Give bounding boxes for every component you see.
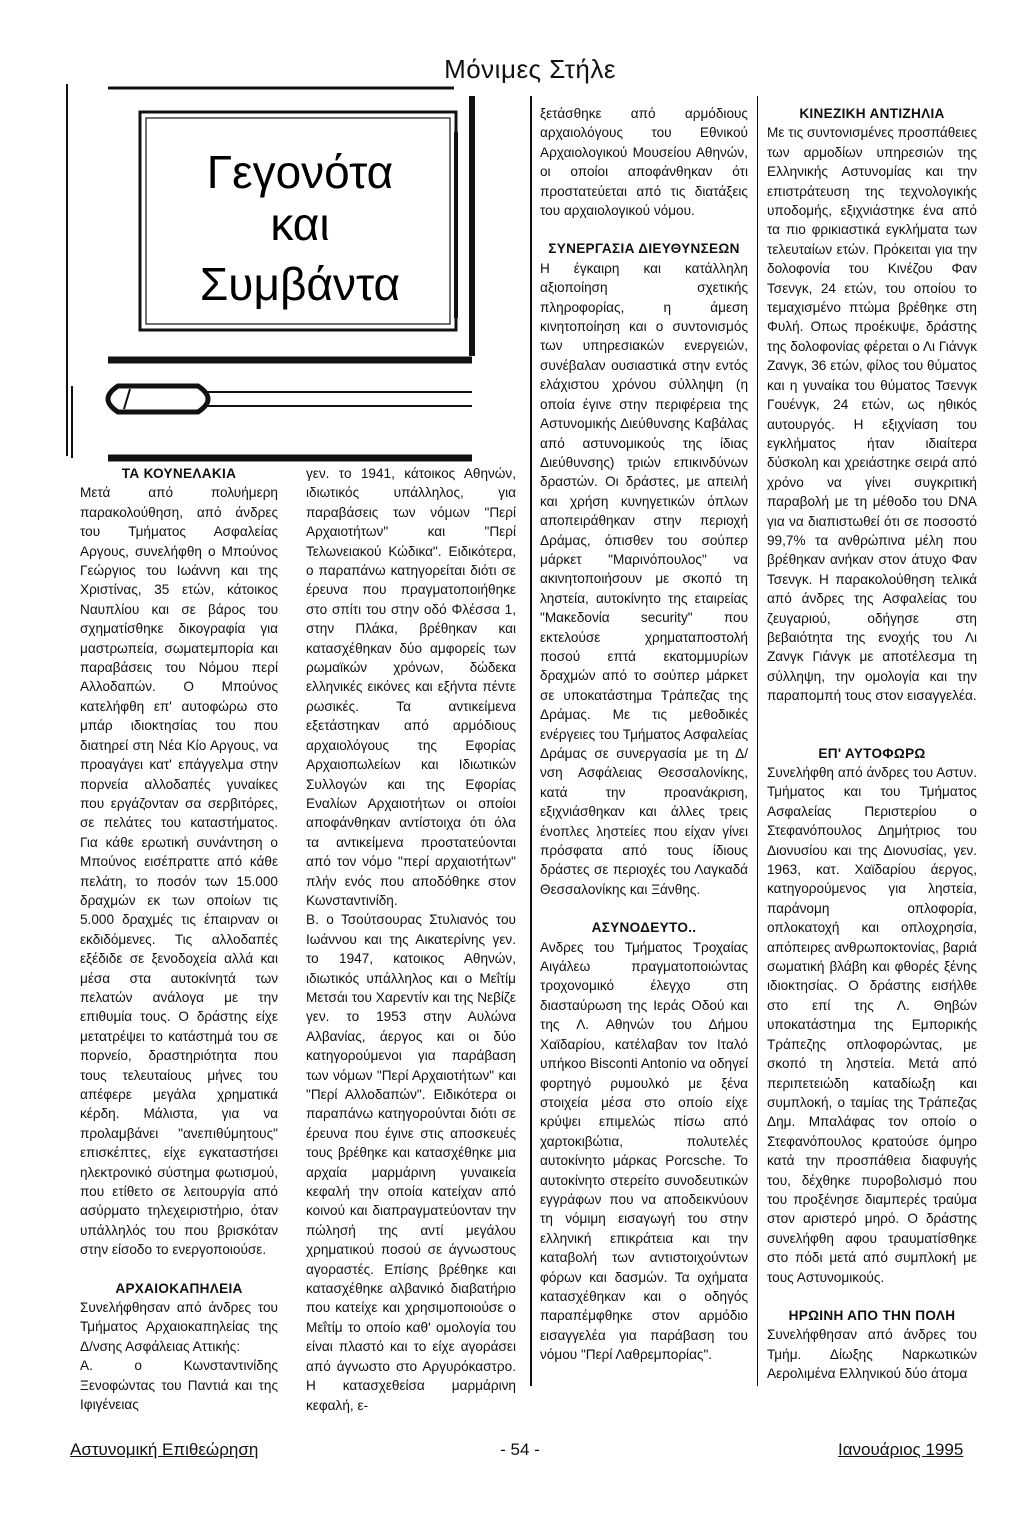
footer-page-number: - 54 -	[500, 1440, 540, 1459]
column-3	[540, 104, 748, 1365]
spacer	[540, 220, 748, 239]
article-paragraph: ξετάσθηκε από αρμόδιους αρχαιολόγους του Εθνικού Αρχαιολογικού Μουσείου Αθηνών, οι οποίοι αποφάνθηκαν ότι προστατεύεται από τις διατάξεις του αρχαιολογικού νόμου.	[540, 106, 748, 219]
column-divider-2	[757, 96, 758, 1386]
footer-publication: Αστυνομική Επιθεώρηση	[70, 1440, 259, 1459]
section-heading: ΗΡΩΙΝΗ ΑΠΟ ΤΗΝ ΠΟΛΗ	[788, 1307, 956, 1323]
section-logo	[68, 86, 478, 464]
spacer	[540, 899, 748, 918]
section-heading: ΚΙΝΕΖΙΚΗ ΑΝΤΙΖΗΛΙΑ	[799, 106, 945, 121]
section-heading: ΤΑ ΚΟΥΝΕΛΑΚΙΑ	[121, 466, 237, 481]
article-paragraph: Β. ο Τσούτσουρας Στυλιανός του Ιωάννου και της Αικατερίνης γεν. το 1947, κατοικος Αθηνών, ιδιωτικός υπάλληλος και ο Μεΐτίμ Μετσάι του Χαρεντίν και της Νεβίζε γεν. το 1953 στην Αυλώνα Αλβανίας, άεργος και οι δύο κατηγορούμενοι για παράβαση των νόμων "Περί Αρχαιοτήτων" και "Περί Αλλοδαπών". Ειδικότερα οι παραπάνω κατηγορούνται διότι σε έρευνα που έγινε στις αποσκευές τους βρέθηκε και κατασχέθηκε μια αρχαία μαρμάρινη γυναικεία κεφαλή την οποία κατείχαν από κοινού και διαπραγματεύονταν την πώλησή της αντί μεγάλου χρηματικού ποσού σε άγνωστους αγοραστές. Επίσης βρέθηκε και κατασχέθηκε αλβανικό διαβατήριο που κατείχε και χρησιμοποιούσε ο Μεΐτίμ το οποίο καθ' ομολογία του είναι πλαστό και το είχε αγοράσει από άγνωστο στο Αργυρόκαστρο. Η κατασχεθείσα μαρμάρινη κεφαλή, ε-	[306, 912, 516, 1413]
section-heading: ΕΠ' ΑΥΤΟΦΩΡΩ	[818, 745, 926, 761]
column-divider-1	[530, 96, 532, 1386]
article-paragraph: Μετά από πολυήμερη παρακολούθηση, από άνδρες του Τμήματος Ασφαλείας Αργους, συνελήφθη ο Μπούνος Γεώργιος του Ιωάννη και της Χριστίνας, 35 ετών, κάτοικος Ναυπλίου και σε βάρος του σχηματίσθηκε δικογραφία για μαστρωπεία, σωματεμπορία και παραβάσεις του Νόμου περί Αλλοδαπών. Ο Μπούνος κατελήφθη επ' αυτοφώρω στο μπάρ ιδιοκτησίας του που διατηρεί στη Νέα Κίο Αργους, να προαγάγει κατ' επάγγελμα στην πορνεία αλλοδαπές γυναίκες που εργάζονταν σα σερβιτόρες, σε πελάτες του καταστήματος. Για κάθε ερωτική συνάντηση ο Μπούνος εισέπραττε από κάθε πελάτη, το ποσόν των 15.000 δραχμών εκ των οποίων τις 5.000 δραχμές τις έπαιρναν οι εκδιδόμενες. Τις αλλοδαπές εξέδιδε σε ξενοδοχεία αλλά και μέσα στα αυτοκίνητά των πελατών ανάλογα με την επιθυμία τους. Ο δράστης είχε μετατρέψει το κατάστημά του σε πορνείο, δραστηριότητα που τους τελευταίους μήνες του απέφερε μεγάλα χρηματικά κέρδη. Μάλιστα, για να προλαμβάνει "ανεπιθύμητους" επισκέπτες, είχε εγκαταστήσει ηλεκτρονικό σύστημα φωτισμού, που ετίθετο σε λειτουργία από ασύρματο τηλεχειριστήριο, όταν υπάλληλός του που βρισκόταν στην είσοδο το ενεργοποιούσε.	[80, 485, 278, 1258]
article-paragraph: Η έγκαιρη και κατάλληλη αξιοποίηση σχετικής πληροφορίας, η άμεση κινητοποίηση και ο συντονισμός των υπηρεσιακών ενεργειών, συνέβαλαν ουσιαστικά στην εντός ελάχιστου χρόνου σύλληψη (η οποία έγινε στην περιφέρεια της Αστυνομικής Διεύθυνσης Καβάλας από αστυνομικούς της ίδιας Διεύθυνσης) τριών επικινδύνων δραστών. Οι δράστες, με απειλή και χρήση κυνηγετικών όπλων αποπειράθηκαν στην περιοχή Δράμας, όπισθεν του σούπερ μάρκετ "Μαρινόπουλος" να ακινητοποιήσουν με σκοπό τη ληστεία, αυτοκίνητο της εταιρείας "Μακεδονία security" που εκτελούσε χρηματαποστολή ποσού επτά εκατομμυρίων δραχμών από το σούπερ μάρκετ σε υποκατάστημα Τράπεζας της Δράμας. Με τις μεθοδικές ενέργειες του Τμήματος Ασφαλείας Δράμας σε συνεργασία με τη Δ/νση Ασφάλειας Θεσσαλονίκης, κατά την προανάκριση, εξιχνιάσθηκαν και άλλες τρεις ένοπλες ληστείες που είχαν γίνει πρόσφατα από τους ίδιους δράστες σε περιοχές του Λαγκαδά Θεσσαλονίκης και Ξάνθης.	[540, 260, 748, 897]
article-paragraph: γεν. το 1941, κάτοικος Αθηνών, ιδιωτικός υπάλληλος, για παραβάσεις των νόμων "Περί Αρχαιοτήτων" και "Περί Τελωνειακού Κώδικα". Ειδικότερα, ο παραπάνω κατηγορείται διότι σε έρευνα που πραγματοποιήθηκε στο σπίτι του στην οδό Φλέσσα 1, στην Πλάκα, βρέθηκαν και κατασχέθηκαν δύο αμφορείς των ρωμαϊκών χρόνων, δώδεκα ελληνικές εικόνες και εξήντα πέντε ρωσικές. Τα αντικείμενα εξετάστηκαν από αρμόδιους αρχαιολόγους της Εφορίας Αρχαιοπωλείων και Ιδιωτικών Συλλογών και της Εφορίας Εναλίων Αρχαιοτήτων οι οποίοι αποφάνθηκαν αντίστοιχα ότι όλα τα αντικείμενα προστατεύονται από τον νόμο "περί αρχαιοτήτων" πλήν ενός που αποδόθηκε στον Κωνσταντινίδη.	[306, 466, 516, 908]
spacer	[80, 1260, 278, 1279]
section-heading: ΣΥΝΕΡΓΑΣΙΑ ΔΙΕΥΘΥΝΣΕΩΝ	[548, 241, 740, 257]
column-4	[767, 104, 977, 1384]
column-1	[80, 464, 278, 1415]
spacer	[767, 725, 977, 744]
article-paragraph: Με τις συντονισμένες προσπάθειες των αρμοδίων υπηρεσιών της Ελληνικής Αστυνομίας και την επιστράτευση της τεχνολογικής υποδομής, εξιχνιάστηκε ένα από τα πιο φρικιαστικά εγκλήματα των τελευταίων ετών. Πρόκειται για την δολοφονία του Κινέζου Φαν Τσενγκ, 24 ετών, του οποίου το τεμαχισμένο πτώμα βρέθηκε στη Φυλή. Οπως προέκυψε, δράστης της δολοφονίας φέρεται ο Λι Γιάνγκ Ζανγκ, 36 ετών, φίλος του θύματος και η γυναίκα του θύματος Τσενγκ Γουένγκ, 24 ετών, ως ηθικός αυτουργός. Η εξιχνίαση του εγκλήματος ήταν ιδιαίτερα δύσκολη και χρειάστηκε σειρά από χρόνο να γίνει συγκριτική παραβολή με τη μέθοδο του DNA για να διαπιστωθεί ότι σε ποσοστό 99,7% τα ανθρώπινα μέλη που βρέθηκαν ανήκαν στον άτυχο Φαν Τσενγκ. Η παρακολούθηση τελικά από άνδρες της Ασφαλείας του ζευγαριού, οδήγησε στη βεβαιότητα της ενοχής του Λι Ζανγκ Γιάνγκ με αποτέλεσμα τη σύλληψη, την ομολογία και την παραπομπή τους στον εισαγγελέα.	[767, 125, 977, 704]
logo-line-3: Συμβάντα	[199, 258, 401, 310]
article-paragraph: Συνελήφθη από άνδρες του Αστυν. Τμήματος και του Τμήματος Ασφαλείας Περιστερίου ο Στεφανόπουλος Δημήτριος του Διονυσίου και της Διονυσίας, γεν. 1963, κατ. Χαϊδαρίου άεργος, κατηγορούμενος για ληστεία, παράνομη οπλοφορία, οπλοκατοχή και οπλοχρησία, απόπειρες ανθρωποκτονίας, βαριά σωματική βλάβη και φθορές ξένης ιδιοκτησίας. Ο δράστης εισήλθε στο επί της Λ. Θηβών υποκατάστημα της Εμπορικής Τράπεζης οπλοφορώντας, με σκοπό τη ληστεία. Μετά από περιπετειώδη καταδίωξη και συμπλοκή, ο ταμίας της Τράπεζας Δημ. Μπαλάφας τον οποίο ο Στεφανόπουλος κρατούσε όμηρο κατά την προσπάθεια διαφυγής του, δέχθηκε πυροβολισμό που του προξένησε διαμπερές τραύμα στον αριστερό μηρό. Ο δράστης συνελήφθη αφου τραυματίσθηκε στο πόδι μετά από συμπλοκή με τους Αστυνομικούς.	[767, 765, 977, 1285]
spacer	[767, 1287, 977, 1306]
section-heading: ΑΣΥΝΟΔΕΥΤΟ..	[591, 920, 697, 936]
header-title: Μόνιμες Στήλε	[444, 54, 616, 84]
article-paragraph: Ανδρες του Τμήματος Τροχαίας Αιγάλεω πραγματοποιώντας τροχονομικό έλεγχο στη διασταύρωση της Ιεράς Οδού και της Λ. Αθηνών του Δήμου Χαϊδαρίου, κατέλαβαν τον Ιταλό υπήκοο Bisconti Antonio να οδηγεί φορτηγό ρυμουλκό με ξένα στοιχεία μέσα στο οποίο είχε κρύψει επιμελώς πίσω από χαρτοκιβώτια, πολυτελές αυτοκίνητο μάρκας Porcsche. Το αυτοκίνητο στερείτο συνοδευτικών εγγράφων που να αποδεικνύουν τη νόμιμη εισαγωγή του στην ελληνική επικράτεια και την καταβολή των αντιστοιχούντων φόρων και δασμών. Τα οχήματα κατασχέθηκαν και ο οδηγός παραπέμφθηκε στον αρμόδιο εισαγγελέα για παράβαση του νόμου "Περί Λαθρεμπορίας".	[540, 939, 748, 1363]
section-heading: ΑΡΧΑΙΟΚΑΠΗΛΕΙΑ	[115, 1280, 243, 1296]
column-2	[306, 464, 516, 1415]
article-paragraph: Συνελήφθησαν από άνδρες του Τμήμ. Δίωξης Ναρκωτικών Αερολιμένα Ελληνικού δύο άτομα	[767, 1327, 977, 1382]
article-paragraph: Α. ο Κωνσταντινίδης Ξενοφώντας του Παντιά και της Ιφιγένειας	[80, 1358, 278, 1413]
article-paragraph: Συνελήφθησαν από άνδρες του Τμήματος Αρχαιοκαπηλείας της Δ/νσης Ασφάλειας Αττικής:	[80, 1300, 278, 1354]
spacer	[767, 706, 977, 725]
logo-line-1: Γεγονότα	[206, 146, 394, 198]
logo-line-2: και	[270, 198, 330, 250]
footer-date: Ιανουάριος 1995	[838, 1440, 964, 1459]
